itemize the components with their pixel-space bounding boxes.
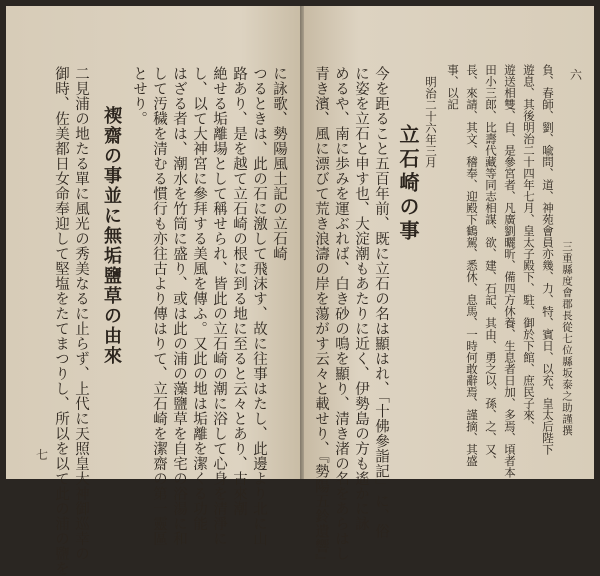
body-col-12: 二見浦の地たる單に風光の秀美なるに止らず、上代に天照皇大神御巡幸の: [73, 66, 89, 561]
body-col-10: して汚穢を清むる慣行も亦往古より傳はりて、立石崎を潔齋の第一靈區: [151, 66, 167, 546]
body-col-4: 青き濱、風に漂びて荒き浪濤の岸を蕩がす云々と載せり、『勢陽五鈴遺響』: [313, 66, 329, 569]
book-spread: [6, 6, 594, 576]
preface-col-5: 長、來請、其文、稽奉、迎殿下鶴駕、悉休、息馬、一時何敢辭焉、謹摘、其盛: [465, 64, 479, 467]
body-col-3: めるや、南に歩みを運ぶれば、白き砂の鳴を顯り、清き渚の名をあらはし: [333, 66, 349, 561]
body-col-7: 絶せる垢離場として稱せられ、皆此の立石崎の潮に浴して心身を清淨に: [211, 66, 227, 546]
section-title-misogi: 禊齋の事並に無垢鹽草の由來: [101, 106, 122, 366]
body-col-1: 今を距ること五百年前、既に立石の名は顯はれ、「十佛參詣記」に、俗: [373, 66, 389, 539]
preface-date: 明治二十六年三月: [424, 76, 438, 168]
page-number-right: 六: [569, 68, 582, 82]
body-col-5: つるときは、此の石に激して飛沫す、故に往事はたし、此邊より北に山: [251, 66, 267, 546]
author-byline: 三重縣度會郡長從七位縣坂泰之助謹撰: [561, 241, 573, 437]
preface-col-2: 遊息、其後明治二十四年七月、皇太子殿下、駐、御於下館、庶民子來、: [522, 64, 536, 432]
body-col-8: し、以て大神宮に參拜する美風を傳ふ。又此の地は垢離を潔くる功能: [191, 66, 207, 531]
preface-col-6: 事、以記: [446, 64, 460, 110]
section-title-tateishizaki: 立石崎の事: [396, 124, 420, 244]
body-col-9: はざる者は、潮水を竹筒に盛り、或は此の浦の藻鹽草を自宅の浴湯に和: [171, 66, 187, 546]
body-col-13: 御時、佐美都日女命奉迎して堅塩をたてまつりし、所以を以て此の浦の鹽を: [53, 66, 69, 576]
preface-col-4: 田小三郎、比壽代藏等同志相謀、欲、建、石記、其由、勇之以、孫、之、又、: [484, 64, 498, 467]
body-col-continued: に詠歌、勢陽風土記の立石崎: [271, 66, 287, 261]
preface-col-3: 遊送相雙、自、是參宮者、凡廣劉曬昕、備四方休養、生息者日加、多焉、頃者本: [503, 64, 517, 478]
left-page: [6, 6, 300, 576]
body-col-11: とせり。: [131, 66, 147, 126]
page-number-left: 七: [36, 448, 49, 462]
body-col-2: に姿を立石と申す也、大淀潮もあたりに近く、伊勢島の方も遙かに詠: [353, 66, 369, 531]
body-col-6: 路あり、是を越て立石崎の根に到る地に至ると云々とあり、古來潮: [231, 66, 247, 516]
right-page: [300, 6, 594, 569]
preface-col-1: 負、春師、劉、喩問、道、神苑會員亦幾、力、特、賓日、以充、皇太后陛下: [541, 64, 555, 455]
